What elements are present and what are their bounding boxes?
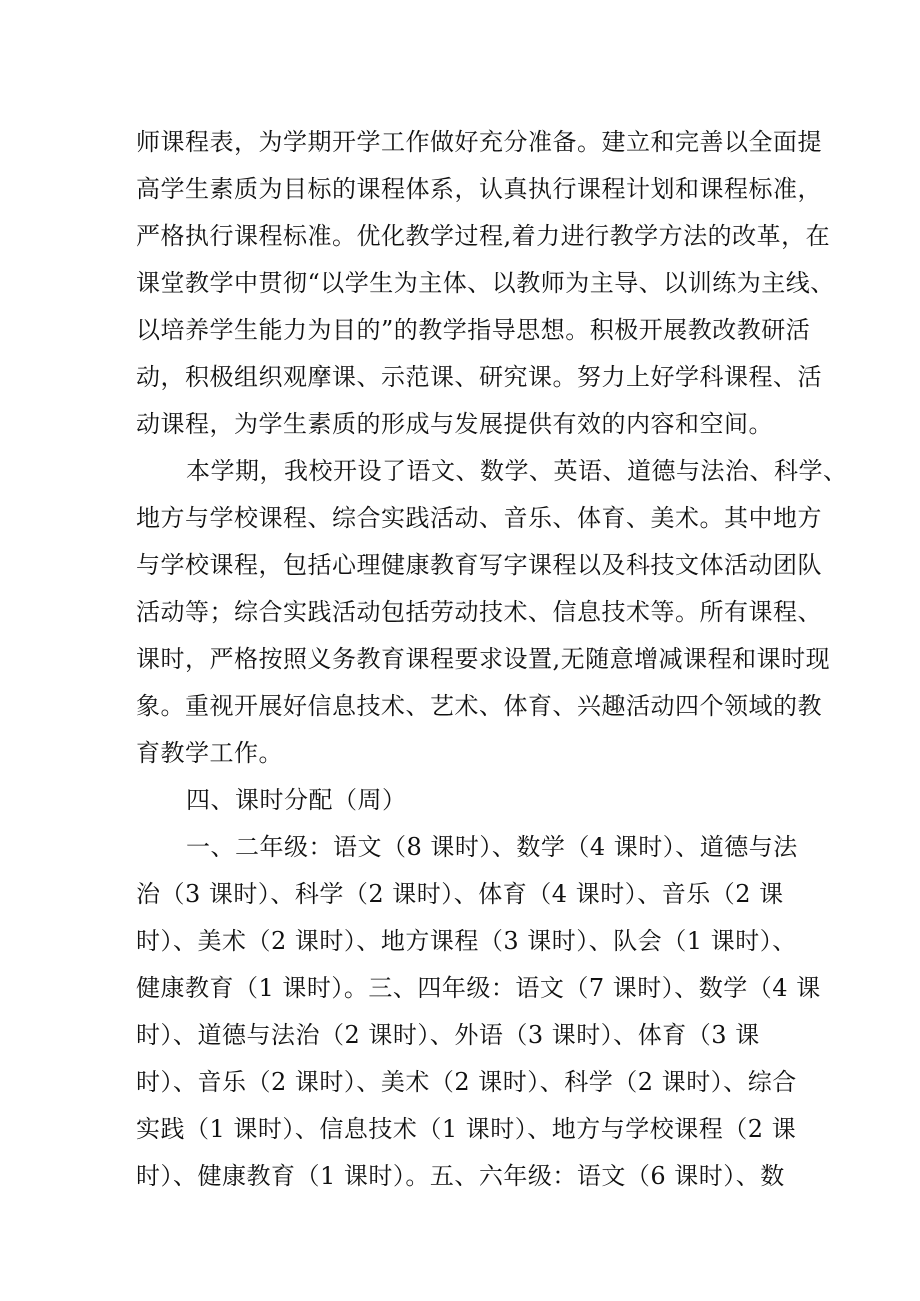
text-line-5: 以培养学生能力为目的”的教学指导思想。积极开展教改教研活 bbox=[136, 316, 811, 344]
text-line-6: 动，积极组织观摩课、示范课、研究课。努力上好学科课程、活 bbox=[136, 363, 822, 391]
section-heading: 四、课时分配（周） bbox=[186, 786, 407, 814]
text-line-11: 活动等；综合实践活动包括劳动技术、信息技术等。所有课程、 bbox=[136, 598, 822, 626]
text-line-20: 时）、道德与法治（2 课时）、外语（3 课时）、体育（3 课 bbox=[136, 1021, 760, 1049]
text-line-3: 严格执行课程标准。优化教学过程,着力进行教学方法的改革，在 bbox=[136, 222, 831, 250]
paragraph-start-line: 一、二年级：语文（8 课时）、数学（4 课时）、道德与法 bbox=[186, 833, 798, 861]
text-line-22: 实践（1 课时）、信息技术（1 课时）、地方与学校课程（2 课 bbox=[136, 1115, 797, 1143]
text-line-9: 地方与学校课程、综合实践活动、音乐、体育、美术。其中地方 bbox=[136, 504, 822, 532]
text-line-2: 高学生素质为目标的课程体系，认真执行课程计划和课程标准， bbox=[136, 175, 822, 203]
text-line-21: 时）、音乐（2 课时）、美术（2 课时）、科学（2 课时）、综合 bbox=[136, 1068, 797, 1096]
text-line-17: 治（3 课时）、科学（2 课时）、体育（4 课时）、音乐（2 课 bbox=[136, 880, 784, 908]
text-line-14: 育教学工作。 bbox=[136, 739, 283, 767]
text-line-10: 与学校课程，包括心理健康教育写字课程以及科技文体活动团队 bbox=[136, 551, 822, 579]
text-line-4: 课堂教学中贯彻“以学生为主体、以教师为主导、以训练为主线、 bbox=[136, 269, 835, 297]
text-line-1: 师课程表，为学期开学工作做好充分准备。建立和完善以全面提 bbox=[136, 128, 822, 156]
paragraph-start-line: 本学期，我校开设了语文、数学、英语、道德与法治、科学、 bbox=[186, 457, 848, 485]
text-line-12: 课时，严格按照义务教育课程要求设置,无随意增减课程和课时现 bbox=[136, 645, 831, 673]
text-line-19: 健康教育（1 课时）。三、四年级：语文（7 课时）、数学（4 课 bbox=[136, 974, 821, 1002]
text-line-18: 时）、美术（2 课时）、地方课程（3 课时）、队会（1 课时）、 bbox=[136, 927, 797, 955]
text-line-13: 象。重视开展好信息技术、艺术、体育、兴趣活动四个领域的教 bbox=[136, 692, 822, 720]
text-line-7: 动课程，为学生素质的形成与发展提供有效的内容和空间。 bbox=[136, 410, 773, 438]
text-line-23: 时）、健康教育（1 课时）。五、六年级：语文（6 课时）、数 bbox=[136, 1162, 785, 1190]
